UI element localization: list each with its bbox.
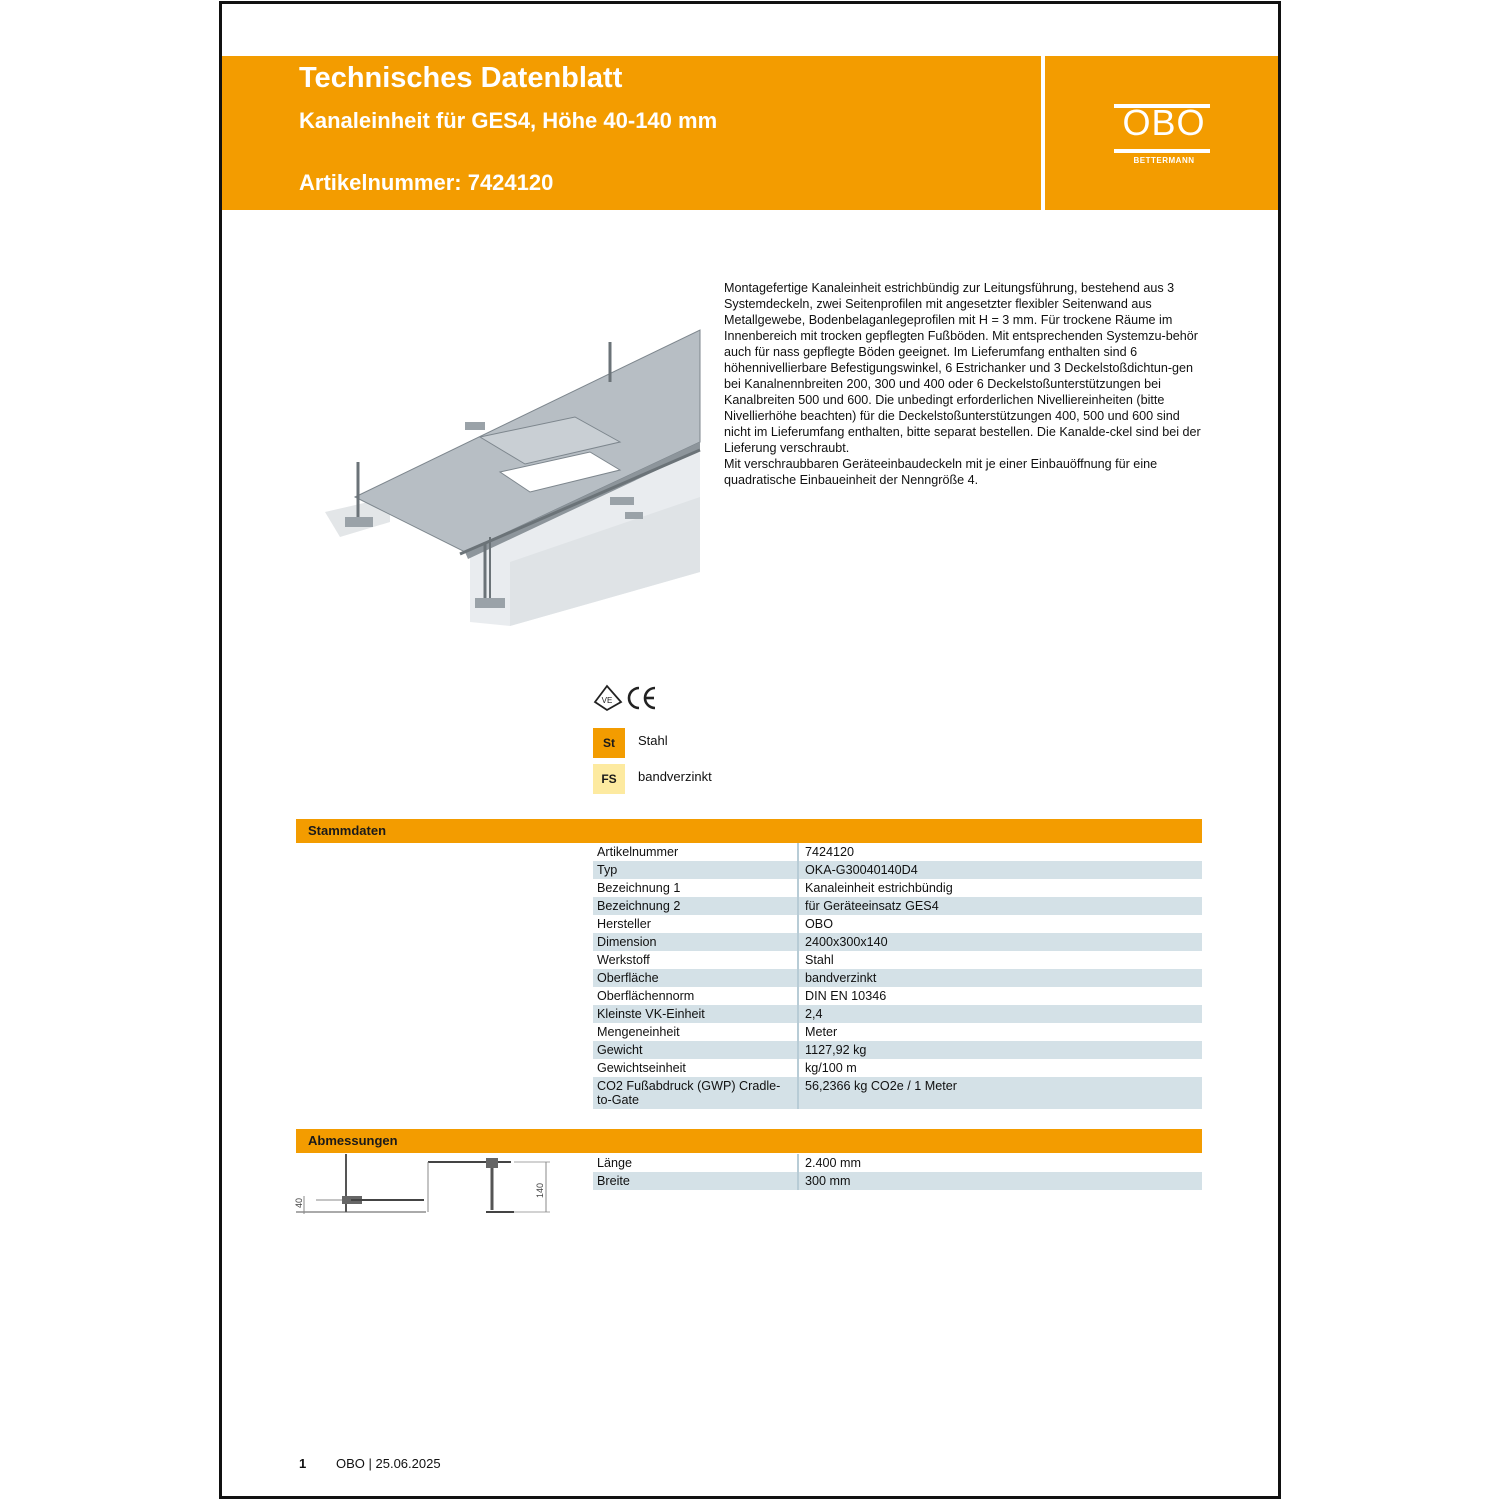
table-row [593, 933, 1202, 951]
table-row [593, 1154, 1202, 1172]
row-value: Meter [805, 1025, 838, 1039]
row-key: Oberfläche [593, 969, 799, 987]
row-value: für Geräteeinsatz GES4 [805, 899, 939, 913]
row-value: 1127,92 kg [805, 1043, 867, 1057]
row-value: 7424120 [805, 845, 855, 859]
row-key: Hersteller [593, 915, 799, 933]
section-title: Stammdaten [308, 823, 387, 838]
material-surface [593, 764, 793, 794]
table-row [593, 1023, 1202, 1041]
row-key: Bezeichnung 1 [593, 879, 799, 897]
header-banner [222, 56, 1278, 210]
row-value: DIN EN 10346 [805, 989, 887, 1003]
table-row [593, 951, 1202, 969]
row-value: 300 mm [805, 1174, 851, 1188]
table-row [593, 861, 1202, 879]
product-description: Montagefertige Kanaleinheit estrichbündig zur Leitungsführung, bestehend aus 3 Systemdeckeln, zwei Seitenprofilen mit angesetzter flexibler Seitenwand aus Metallgewebe, Bodenbelaganlegeprofilen mit H = 3 mm. Für trockene Räume im Innenbereich mit trocken gepflegten Fußböden. Mit entsprechenden Systemzu-behör auch für nass gepflegte Böden geeignet. Im Lieferumfang enthalten sind 6 höhennivellierbare Befestigungswinkel, 6 Estrichanker und 3 Deckelstoßdichtun-gen bei Kanalnennbreiten 200, 300 und 400 oder 6 Deckelstoßunterstützungen bei Kanalbreiten 500 und 600. Die unbedingt erforderlichen Nivelliereinheiten (bitte Nivellierhöhe beachten) für die Deckelstoßunterstützungen 400, 500 und 600 sind nicht im Lieferumfang enthalten, bitte separat bestellen. Die Kanalde-ckel sind bei der Lieferung verschraubt. Mit verschraubbaren Geräteeinbaudeckeln mit je einer Einbauöffnung für eine quadratische Einbaueinheit der Nenngröße 4. [724, 281, 1201, 487]
table-row [593, 879, 1202, 897]
section-stammdaten [296, 819, 1202, 843]
row-key: Oberflächennorm [593, 987, 799, 1005]
logo-bottom-bar [1114, 149, 1210, 153]
row-key: Dimension [593, 933, 799, 951]
row-value: kg/100 m [805, 1061, 857, 1075]
row-value: 2,4 [805, 1007, 823, 1021]
certification-marks [593, 682, 663, 714]
row-key: Gewicht [593, 1041, 799, 1059]
dim-label-140: 140 [535, 1182, 545, 1198]
table-row [593, 1077, 1202, 1109]
page-number: 1 [299, 1456, 307, 1471]
surface-code-badge: FS [593, 764, 625, 794]
page-subtitle: Kanaleinheit für GES4, Höhe 40-140 mm [299, 108, 718, 133]
row-value: 2400x300x140 [805, 935, 888, 949]
datasheet-page [219, 1, 1281, 1499]
table-row [593, 843, 1202, 861]
dim-label-40: 40 [294, 1197, 304, 1208]
table-row [593, 1172, 1202, 1190]
material-label: Stahl [638, 733, 668, 748]
header-divider [1041, 56, 1045, 210]
surface-label: bandverzinkt [638, 769, 712, 784]
row-value: OKA-G30040140D4 [805, 863, 918, 877]
section-abmessungen [296, 1129, 1202, 1153]
row-key: Kleinste VK-Einheit [593, 1005, 799, 1023]
page-title: Technisches Datenblatt [299, 62, 623, 94]
row-key: Breite [593, 1172, 799, 1190]
row-key: Gewichtseinheit [593, 1059, 799, 1077]
table-row [593, 915, 1202, 933]
product-image [320, 322, 700, 626]
row-key: Bezeichnung 2 [593, 897, 799, 915]
row-key: Artikelnummer [593, 843, 799, 861]
row-value: Stahl [805, 953, 834, 967]
row-key: Werkstoff [593, 951, 799, 969]
table-row [593, 1041, 1202, 1059]
stammdaten-table [593, 843, 1202, 1109]
row-value: 2.400 mm [805, 1156, 861, 1170]
row-value: OBO [805, 917, 833, 931]
table-row [593, 1059, 1202, 1077]
row-value: 56,2366 kg CO2e / 1 Meter [805, 1079, 957, 1093]
obo-logo [1112, 101, 1216, 171]
row-key: Länge [593, 1154, 799, 1172]
table-row [593, 969, 1202, 987]
row-key: CO2 Fußabdruck (GWP) Cradle-to-Gate [593, 1077, 799, 1109]
section-title: Abmessungen [308, 1133, 398, 1148]
table-row [593, 1005, 1202, 1023]
material-steel [593, 728, 793, 758]
row-value: bandverzinkt [805, 971, 877, 985]
article-number-heading: Artikelnummer: 7424120 [299, 170, 554, 195]
row-key: Mengeneinheit [593, 1023, 799, 1041]
row-key: Typ [593, 861, 799, 879]
svg-text:VE: VE [601, 696, 613, 705]
ce-mark-icon [629, 688, 655, 708]
footer-text: OBO | 25.06.2025 [336, 1456, 441, 1471]
logo-subtext: BETTERMANN [1133, 156, 1195, 165]
vde-icon [595, 686, 621, 710]
row-value: Kanaleinheit estrichbündig [805, 881, 953, 895]
material-code-badge: St [593, 728, 625, 758]
logo-word: OBO [1122, 102, 1206, 143]
table-row [593, 987, 1202, 1005]
table-row [593, 897, 1202, 915]
dimension-drawing [296, 1152, 556, 1237]
abmessungen-table [593, 1154, 1202, 1190]
